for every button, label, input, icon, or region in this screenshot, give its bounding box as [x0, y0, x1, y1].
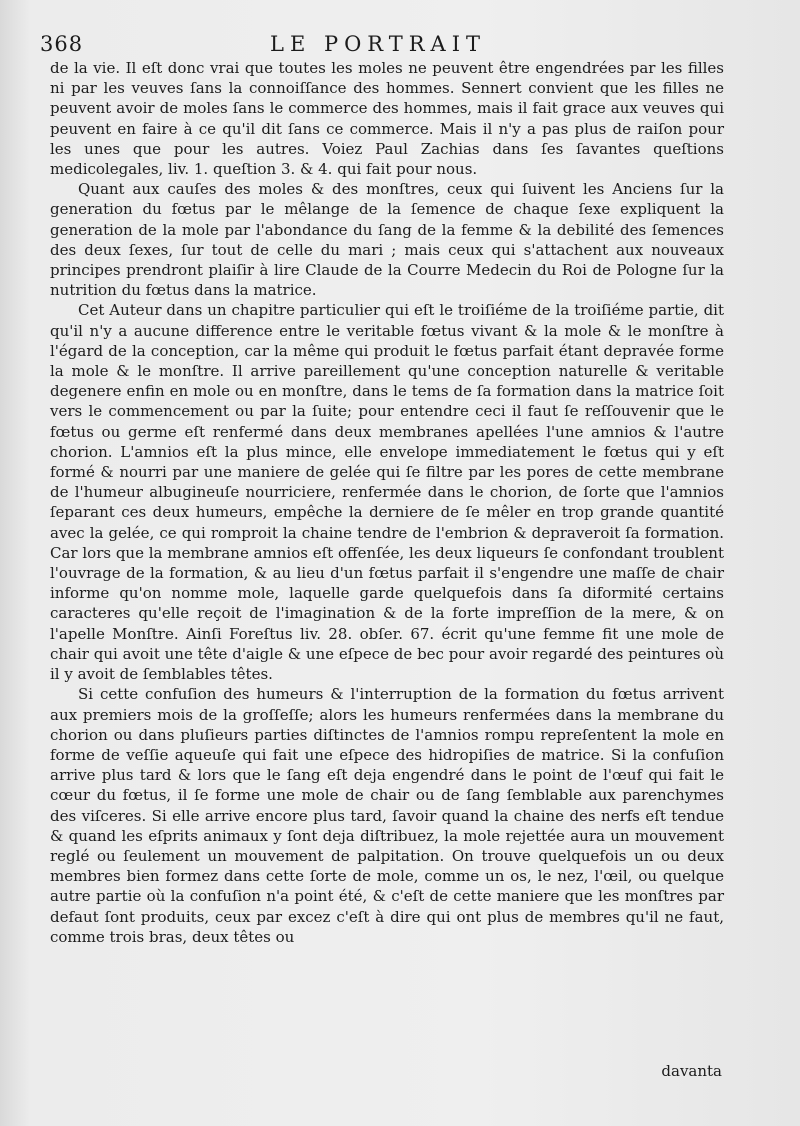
- body-text: [50, 58, 724, 947]
- page-number: 368: [40, 32, 84, 56]
- running-title: LE PORTRAIT: [270, 32, 487, 56]
- paragraph-3: Cet Auteur dans un chapitre particulier qui eſt le troiſiéme de la troiſiéme partie, dit qu'il n'y a aucune difference entre le veritable fœtus vivant & la mole & le monſtre à l'égard de la conception, car la même qui produit le fœtus parfait étant depravée forme la mole & le monſtre. Il arrive pareillement qu'une conception naturelle & veritable degenere enfin en mole ou en monſtre, dans le tems de ſa formation dans la matrice ſoit vers le commencement ou par la ſuite; pour entendre ceci il faut ſe reſſouvenir que le fœtus ou germe eſt renfermé dans deux membranes apellées l'une amnios & l'autre chorion. L'amnios eſt la plus mince, elle envelope immediatement le fœtus qui y eſt formé & nourri par une maniere de gelée qui ſe filtre par les pores de cette membrane de l'humeur albugineuſe nourriciere, renfermée dans le chorion, de ſorte que l'amnios ſeparant ces deux humeurs, empêche la derniere de ſe mêler en trop grande quantité avec la gelée, ce qui romproit la chaine tendre de l'embrion & depraveroit ſa formation. Car lors que la membrane amnios eſt offenſée, les deux liqueurs ſe confondant troublent l'ouvrage de la formation, & au lieu d'un fœtus parfait il s'engendre une maſſe de chair informe qu'on nomme mole, laquelle garde quelquefois dans ſa diformité certains caracteres qu'elle reçoit de l'imagination & de la forte impreſſion de la mere, & on l'apelle Monſtre. Ainſi Foreſtus liv. 28. obſer. 67. écrit qu'une femme fit une mole de chair qui avoit une tête d'aigle & une eſpece de bec pour avoir regardé des peintures où il y avoit de ſemblables têtes.: [50, 301, 724, 684]
- paragraph-4: Si cette confuſion des humeurs & l'interruption de la formation du fœtus arrivent aux premiers mois de la groſſeſſe; alors les humeurs renfermées dans la membrane du chorion ou dans pluſieurs parties diſtinctes de l'amnios rompu repreſentent la mole en forme de veſſie aqueuſe qui fait une eſpece des hidropiſies de matrice. Si la confuſion arrive plus tard & lors que le ſang eſt deja engendré dans le point de l'œuf qui fait le cœur du fœtus, il ſe forme une mole de chair ou de ſang ſemblable aux parenchymes des viſceres. Si elle arrive encore plus tard, ſavoir quand la chaine des nerfs eſt tendue & quand les eſprits animaux y ſont deja diſtribuez, la mole rejettée aura un mouvement reglé ou ſeulement un mouvement de palpitation. On trouve quelquefois un ou deux membres bien formez dans cette ſorte de mole, comme un os, le nez, l'œil, ou quelque autre partie où la confuſion n'a point été, & c'eſt de cette maniere que les monſtres par defaut ſont produits, ceux par excez c'eſt à dire qui ont plus de membres qu'il ne faut, comme trois bras, deux têtes ou: [50, 685, 724, 946]
- page-header: [40, 30, 760, 60]
- catchword: davanta: [661, 1062, 722, 1080]
- paragraph-1: de la vie. Il eſt donc vrai que toutes les moles ne peuvent être engendrées par les filles ni par les veuves ſans la connoiſſance des hommes. Sennert convient que les filles ne peuvent avoir de moles ſans le commerce des hommes, mais il fait grace aux veuves qui peuvent en faire à ce qu'il dit ſans ce commerce. Mais il n'y a pas plus de raiſon pour les unes que pour les autres. Voiez Paul Zachias dans ſes ſavantes queſtions medicolegales, liv. 1. queſtion 3. & 4. qui fait pour nous.: [50, 59, 724, 179]
- paragraph-2: Quant aux cauſes des moles & des monſtres, ceux qui ſuivent les Anciens ſur la generation du fœtus par le mêlange de la ſemence de chaque ſexe expliquent la generation de la mole par l'abondance du ſang de la femme & la debilité des ſemences des deux ſexes, ſur tout de celle du mari ; mais ceux qui s'attachent aux nouveaux principes prendront plaiſir à lire Claude de la Courre Medecin du Roi de Pologne ſur la nutrition du fœtus dans la matrice.: [50, 180, 724, 300]
